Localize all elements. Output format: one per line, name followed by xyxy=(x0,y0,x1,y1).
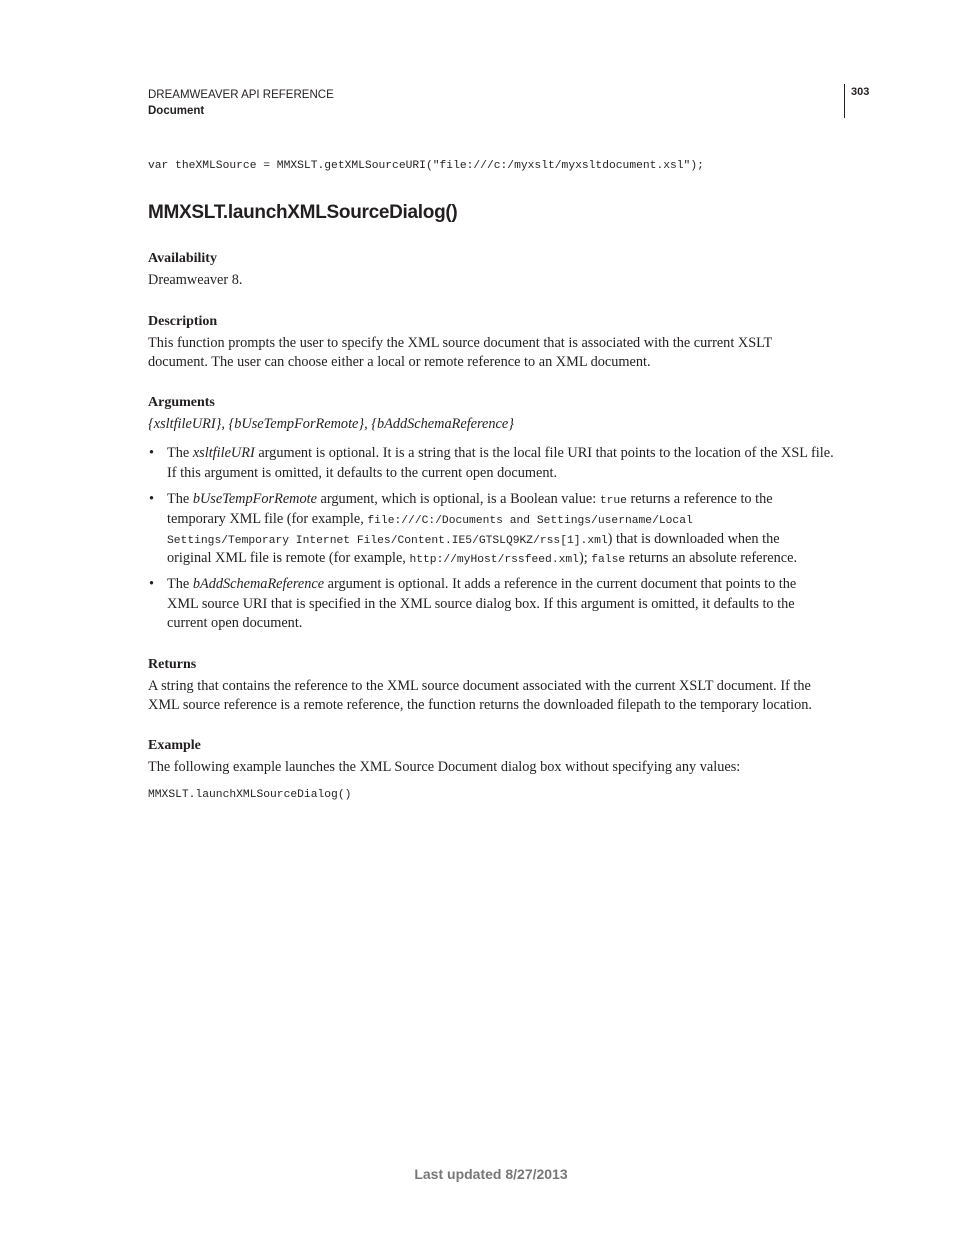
argument-item-line xyxy=(167,510,842,532)
argument-item-line xyxy=(167,490,842,512)
book-title: DREAMWEAVER API REFERENCE xyxy=(148,89,334,101)
bullet-marker: • xyxy=(149,491,155,507)
example-heading: Example xyxy=(148,738,201,753)
text-span: returns a reference to the xyxy=(626,491,773,507)
text-span: ); xyxy=(578,550,592,566)
inline-code: file:///C:/Documents and Settings/username/Local xyxy=(367,515,693,527)
description-heading: Description xyxy=(148,314,218,329)
argument-item-line xyxy=(167,444,842,464)
returns-heading: Returns xyxy=(148,657,197,672)
page-number-rule xyxy=(844,84,845,118)
inline-code: true xyxy=(599,495,627,507)
function-title: MMXSLT.launchXMLSourceDialog() xyxy=(148,202,458,223)
text-span: ) that is downloaded when the xyxy=(607,531,780,547)
section-title: Document xyxy=(148,105,205,117)
text-span: argument is optional. It is a string that is the local file URI that points to the location of the XSL file. xyxy=(254,445,834,461)
top-code-line: var theXMLSource = MMXSLT.getXMLSourceURI("file:///c:/myxslt/myxsltdocument.xsl"); xyxy=(148,160,704,172)
argument-name: xsltfileURI xyxy=(192,445,255,461)
text-span: original XML file is remote (for example, xyxy=(167,550,410,566)
text-span: argument, which is optional, is a Boolean value: xyxy=(316,491,600,507)
argument-item-line: XML source URI that is specified in the XML source dialog box. If this argument is omitted, it defaults to the xyxy=(167,596,795,612)
text-span: The xyxy=(167,491,193,507)
argument-item-line xyxy=(167,549,842,571)
argument-item-line xyxy=(167,575,842,595)
text-span: argument is optional. It adds a reference in the current document that points to the xyxy=(324,576,797,592)
footer-last-updated: Last updated 8/27/2013 xyxy=(414,1166,568,1182)
text-span: temporary XML file (for example, xyxy=(167,511,368,527)
returns-line-1: A string that contains the reference to the XML source document associated with the current XSLT document. If the xyxy=(148,678,811,694)
page-header xyxy=(148,87,334,119)
returns-line-2: XML source reference is a remote reference, the function returns the downloaded filepath to the temporary location. xyxy=(148,697,812,713)
example-text: The following example launches the XML Source Document dialog box without specifying any values: xyxy=(148,759,741,775)
arguments-signature-text: {xsltfileURI}, {bUseTempForRemote}, {bAddSchemaReference} xyxy=(148,416,514,432)
bullet-marker: • xyxy=(149,576,155,592)
example-code: MMXSLT.launchXMLSourceDialog() xyxy=(148,789,352,801)
argument-item-line: current open document. xyxy=(167,615,303,631)
argument-name: bAddSchemaReference xyxy=(192,576,325,592)
bullet-marker: • xyxy=(149,445,155,461)
argument-item-line: If this argument is omitted, it defaults to the current open document. xyxy=(167,465,558,481)
text-span: The xyxy=(167,576,193,592)
description-line-2: document. The user can choose either a local or remote reference to an XML document. xyxy=(148,354,651,370)
availability-text: Dreamweaver 8. xyxy=(148,272,243,288)
arguments-heading: Arguments xyxy=(148,395,215,410)
text-span: The xyxy=(167,445,193,461)
page-number: 303 xyxy=(851,86,870,98)
description-line-1: This function prompts the user to specify the XML source document that is associated with the current XSLT xyxy=(148,335,773,351)
text-span: returns an absolute reference. xyxy=(625,550,798,566)
availability-heading: Availability xyxy=(148,251,217,266)
inline-code: http://myHost/rssfeed.xml xyxy=(409,554,579,566)
inline-code: Settings/Temporary Internet Files/Content.IE5/GTSLQ9KZ/rss[1].xml xyxy=(167,535,608,547)
inline-code: false xyxy=(591,554,626,566)
arguments-signature xyxy=(148,415,848,435)
argument-name: bUseTempForRemote xyxy=(192,491,317,507)
